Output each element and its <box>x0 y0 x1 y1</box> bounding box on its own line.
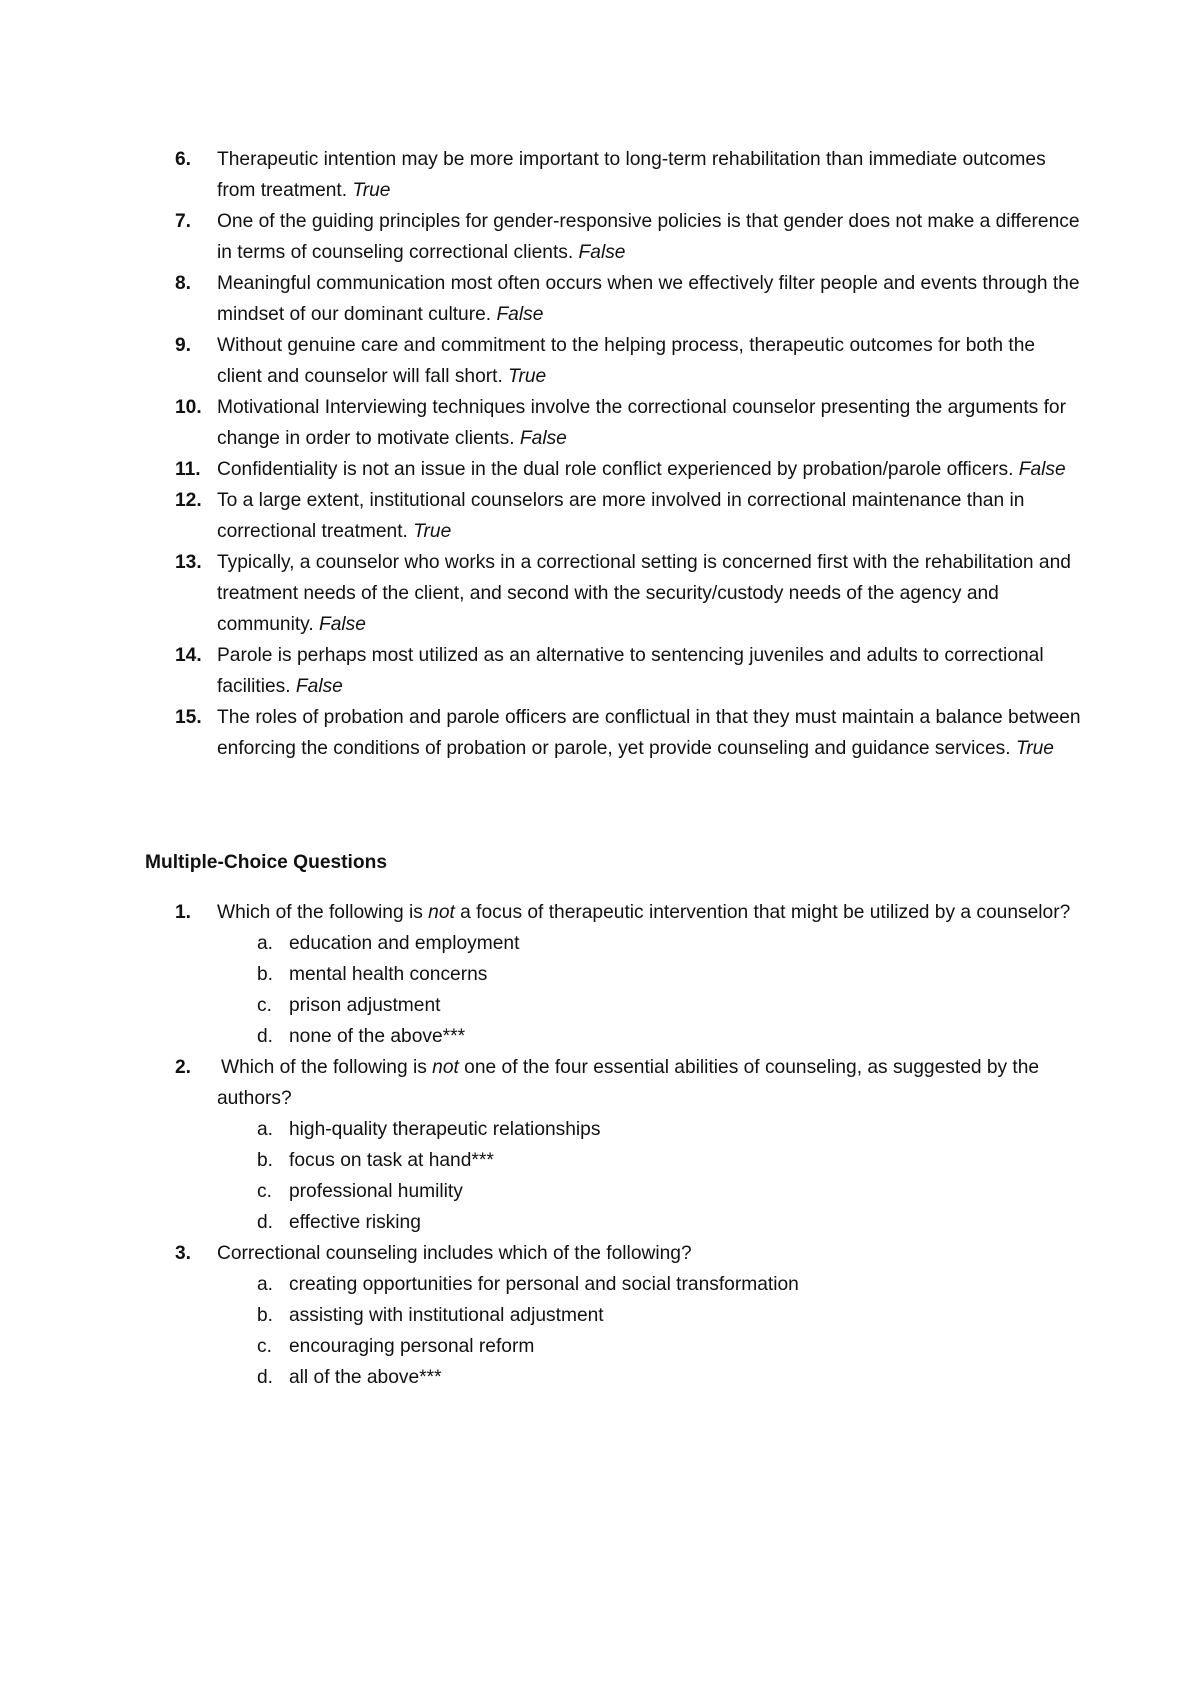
option-list <box>217 1269 1085 1393</box>
option-item <box>217 1331 1085 1362</box>
tf-item <box>175 144 1085 206</box>
item-text: Without genuine care and commitment to the helping process, therapeutic outcomes for both the client and counselor will fall short. <box>217 335 1036 387</box>
question-emphasis: not <box>432 1057 459 1078</box>
option-item <box>217 1269 1085 1300</box>
item-number: 7. <box>175 211 192 232</box>
item-text: Confidentiality is not an issue in the dual role conflict experienced by probation/parole officers. <box>217 459 1014 480</box>
item-number: 11. <box>175 459 201 480</box>
option-text: effective risking <box>289 1212 421 1233</box>
question-number: 2. <box>175 1057 192 1078</box>
option-item <box>217 959 1085 990</box>
item-answer: False <box>1018 459 1066 480</box>
true-false-list <box>175 144 1085 764</box>
option-text: creating opportunities for personal and social transformation <box>289 1274 799 1295</box>
mc-question <box>175 897 1085 1052</box>
item-answer: True <box>1015 738 1054 759</box>
question-text-before: Which of the following is <box>217 902 429 923</box>
item-answer: True <box>413 521 452 542</box>
question-text-before: Which of the following is <box>221 1057 433 1078</box>
tf-item <box>175 485 1085 547</box>
option-item <box>217 1176 1085 1207</box>
option-text: mental health concerns <box>289 964 488 985</box>
question-text-before: Correctional counseling includes which of the following? <box>217 1243 692 1264</box>
item-text: Therapeutic intention may be more important to long-term rehabilitation than immediate outcomes from treatment. <box>217 149 1046 201</box>
option-letter: c. <box>257 1181 272 1202</box>
item-answer: False <box>319 614 366 635</box>
item-answer: False <box>519 428 567 449</box>
option-text: high-quality therapeutic relationships <box>289 1119 601 1140</box>
item-text: The roles of probation and parole officers are conflictual in that they must maintain a balance between enforcing the conditions of probation or parole, yet provide counseling and guidance services. <box>217 707 1081 759</box>
item-text: One of the guiding principles for gender-responsive policies is that gender does not make a difference in terms of counseling correctional clients. <box>217 211 1080 263</box>
tf-item <box>175 702 1085 764</box>
question-emphasis: not <box>428 902 455 923</box>
option-item <box>217 928 1085 959</box>
option-item <box>217 1362 1085 1393</box>
item-number: 14. <box>175 645 202 666</box>
section-heading: Multiple-Choice Questions <box>145 852 387 873</box>
question-text-after: a focus of therapeutic intervention that might be utilized by a counselor? <box>454 902 1071 923</box>
option-letter: c. <box>257 995 272 1016</box>
item-answer: True <box>508 366 547 387</box>
tf-item <box>175 392 1085 454</box>
option-item <box>217 1114 1085 1145</box>
question-number: 3. <box>175 1243 192 1264</box>
item-text: Parole is perhaps most utilized as an alternative to sentencing juveniles and adults to correctional facilities. <box>217 645 1044 697</box>
item-text: Motivational Interviewing techniques involve the correctional counselor presenting the arguments for change in order to motivate clients. <box>217 397 1066 449</box>
mc-question <box>175 1238 1085 1393</box>
question-text-after: one of the four essential abilities of counseling, as suggested by the authors? <box>217 1057 1040 1109</box>
item-number: 9. <box>175 335 192 356</box>
option-letter: a. <box>257 1119 274 1140</box>
option-text: prison adjustment <box>289 995 441 1016</box>
option-text: all of the above*** <box>289 1367 442 1388</box>
item-number: 10. <box>175 397 202 418</box>
tf-item <box>175 206 1085 268</box>
option-list <box>217 1114 1085 1238</box>
multiple-choice-list <box>175 897 1085 1393</box>
question-number: 1. <box>175 902 192 923</box>
item-number: 12. <box>175 490 202 511</box>
option-text: professional humility <box>289 1181 463 1202</box>
option-text: none of the above*** <box>289 1026 466 1047</box>
option-text: encouraging personal reform <box>289 1336 535 1357</box>
option-item <box>217 1300 1085 1331</box>
tf-item <box>175 454 1085 485</box>
option-letter: a. <box>257 1274 274 1295</box>
option-letter: b. <box>257 964 274 985</box>
item-answer: False <box>496 304 544 325</box>
option-letter: d. <box>257 1367 274 1388</box>
option-item <box>217 990 1085 1021</box>
option-text: focus on task at hand*** <box>289 1150 494 1171</box>
option-text: education and employment <box>289 933 520 954</box>
tf-item <box>175 268 1085 330</box>
option-item <box>217 1021 1085 1052</box>
option-letter: d. <box>257 1026 274 1047</box>
option-letter: d. <box>257 1212 274 1233</box>
item-text: To a large extent, institutional counselors are more involved in correctional maintenance than in correctional treatment. <box>217 490 1025 542</box>
item-number: 8. <box>175 273 192 294</box>
item-number: 15. <box>175 707 202 728</box>
option-text: assisting with institutional adjustment <box>289 1305 604 1326</box>
option-letter: c. <box>257 1336 272 1357</box>
item-answer: False <box>295 676 343 697</box>
option-letter: b. <box>257 1150 274 1171</box>
option-list <box>217 928 1085 1052</box>
item-text: Meaningful communication most often occurs when we effectively filter people and events through the mindset of our dominant culture. <box>217 273 1080 325</box>
tf-item <box>175 640 1085 702</box>
item-number: 13. <box>175 552 202 573</box>
item-number: 6. <box>175 149 192 170</box>
option-item <box>217 1145 1085 1176</box>
item-text: Typically, a counselor who works in a correctional setting is concerned first with the rehabilitation and treatment needs of the client, and second with the security/custody needs of the agency and community. <box>217 552 1071 635</box>
tf-item <box>175 547 1085 640</box>
option-letter: b. <box>257 1305 274 1326</box>
item-answer: True <box>352 180 391 201</box>
option-item <box>217 1207 1085 1238</box>
item-answer: False <box>578 242 626 263</box>
option-letter: a. <box>257 933 274 954</box>
tf-item <box>175 330 1085 392</box>
mc-question <box>175 1052 1085 1238</box>
